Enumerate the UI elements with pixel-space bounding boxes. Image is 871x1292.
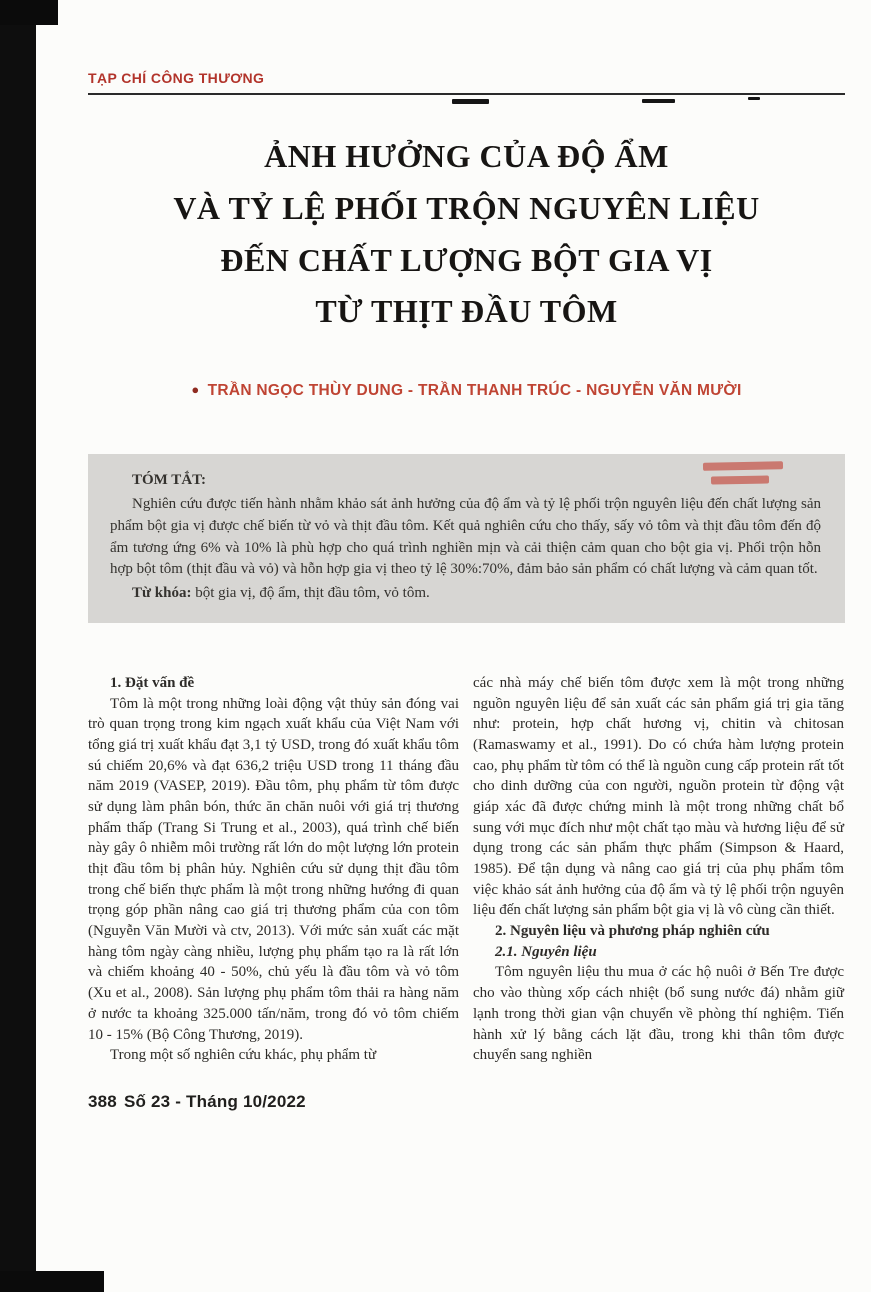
abstract-body: Nghiên cứu được tiến hành nhằm khảo sát ảnh hưởng của độ ẩm và tỷ lệ phối trộn nguyên liệu đến chất lượng sản phẩm bột gia vị được chế biến từ vỏ và thịt đầu tôm. Kết quả nghiên cứu cho thấy, sấy vỏ tôm và thịt đầu tôm đến độ ẩm tương ứng 6% và 10% là phù hợp cho quá trình nghiền mịn và cải thiện cảm quan cho bột gia vị. Phối trộn hỗn hợp bột tôm (thịt đầu và vỏ) và hỗn hợp gia vị theo tỷ lệ 30%:70%, đảm bảo sản phẩm có chất lượng và cảm quan tốt. [110, 496, 821, 578]
page-content [88, 0, 845, 1112]
keywords-text: bột gia vị, độ ẩm, thịt đầu tôm, vỏ tôm. [191, 585, 430, 602]
page-number: 388 [88, 1091, 117, 1111]
author-names: TRẦN NGỌC THÙY DUNG - TRẦN THANH TRÚC - NGUYỄN VĂN MƯỜI [207, 382, 742, 400]
keywords-label: Từ khóa: [132, 585, 192, 602]
body-paragraph: Trong một số nghiên cứu khác, phụ phẩm từ [110, 1047, 377, 1064]
section-heading-1: 1. Đặt vấn đề [110, 674, 195, 691]
column-left [88, 673, 459, 1066]
article-title [88, 131, 845, 338]
section-heading-2-1: 2.1. Nguyên liệu [495, 943, 597, 960]
article-body [88, 673, 845, 1066]
section-heading-2: 2. Nguyên liệu và phương pháp nghiên cứu [495, 923, 770, 940]
scan-corner-bottom-left [0, 1271, 104, 1292]
title-line: VÀ TỶ LỆ PHỐI TRỘN NGUYÊN LIỆU [173, 189, 760, 226]
page-footer [88, 1092, 845, 1112]
title-line: ẢNH HƯỞNG CỦA ĐỘ ẨM [264, 138, 669, 174]
scan-corner-top-left [0, 0, 58, 25]
body-paragraph: các nhà máy chế biến tôm được xem là một trong những nguồn nguyên liệu để sản xuất các sản phẩm giá trị gia tăng như: protein, hợp chất hương vị, chitin và chitosan (Ramaswamy et al., 1991). Do có chứa hàm lượng protein cao, phụ phẩm từ tôm có thể là nguồn cung cấp protein rất tốt cho dinh dưỡng của con người, nguồn protein từ động vật giáp xác đã được chứng minh là một trong những chất bổ sung với mục đích như một chất tạo màu và hương liệu để sử dụng trong các sản phẩm thực phẩm (Simpson & Haard, 1985). Để tận dụng và nâng cao giá trị của phụ phẩm tôm việc khảo sát ảnh hưởng của độ ẩm và tỷ lệ phối trộn nguyên liệu đến chất lượng sản phẩm bột gia vị là vô cùng cần thiết. [473, 674, 844, 919]
body-paragraph: Tôm là một trong những loài động vật thủy sản đóng vai trò quan trọng trong kim ngạch xuất khẩu của Việt Nam với tổng giá trị xuất khẩu đạt 3,1 tỷ USD, trong đó xuất khẩu tôm sú chiếm 20,6% và đạt 636,2 triệu USD trong 11 tháng đầu năm 2019 (VASEP, 2019). Đầu tôm, phụ phẩm từ tôm được sử dụng làm phân bón, thức ăn chăn nuôi với giá trị thương phẩm thấp (Trang Si Trung et al., 2003), quá trình chế biến này gây ô nhiễm môi trường rất lớn do một lượng lớn protein thịt đầu tôm bị phân hủy. Nghiên cứu sử dụng thịt đầu tôm trong chế biến thực phẩm là một trong những hướng đi quan trọng góp phần nâng cao giá trị thương phẩm của con tôm (Nguyễn Văn Mười và ctv, 2013). Với mức sản xuất các mặt hàng tôm ngày càng nhiều, lượng phụ phẩm tạo ra là rất lớn và chiếm khoảng 40 - 50%, chủ yếu là đầu tôm và vỏ tôm (Xu et al., 2008). Sản lượng phụ phẩm tôm thải ra hàng năm ở nước ta khoảng 325.000 tấn/năm, trong đó vỏ tôm chiếm 10 - 15% (Bộ Công Thương, 2019). [88, 695, 459, 1043]
abstract-keywords [110, 583, 821, 605]
abstract-box [88, 454, 845, 623]
title-line: ĐẾN CHẤT LƯỢNG BỘT GIA VỊ [220, 241, 713, 278]
header-rule [88, 93, 845, 95]
red-annotation-mark [711, 476, 769, 485]
issue-label: Số 23 - Tháng 10/2022 [123, 1091, 306, 1111]
authors-line [88, 382, 845, 400]
abstract-heading: TÓM TẮT: [132, 472, 207, 489]
body-paragraph: Tôm nguyên liệu thu mua ở các hộ nuôi ở Bến Tre được cho vào thùng xốp cách nhiệt (bổ sung nước đá) nhằm giữ lạnh trong thời gian vận chuyển về phòng thí nghiệm. Tiến hành xử lý bằng cách lặt đầu, trong khi thân tôm được chuyển sang nghiền [473, 964, 844, 1064]
journal-header: TẠP CHÍ CÔNG THƯƠNG [88, 70, 265, 86]
scan-edge-left [0, 0, 36, 1292]
title-line: TỪ THỊT ĐẦU TÔM [315, 293, 618, 330]
bullet-icon: ● [191, 382, 200, 398]
column-right [473, 673, 844, 1066]
